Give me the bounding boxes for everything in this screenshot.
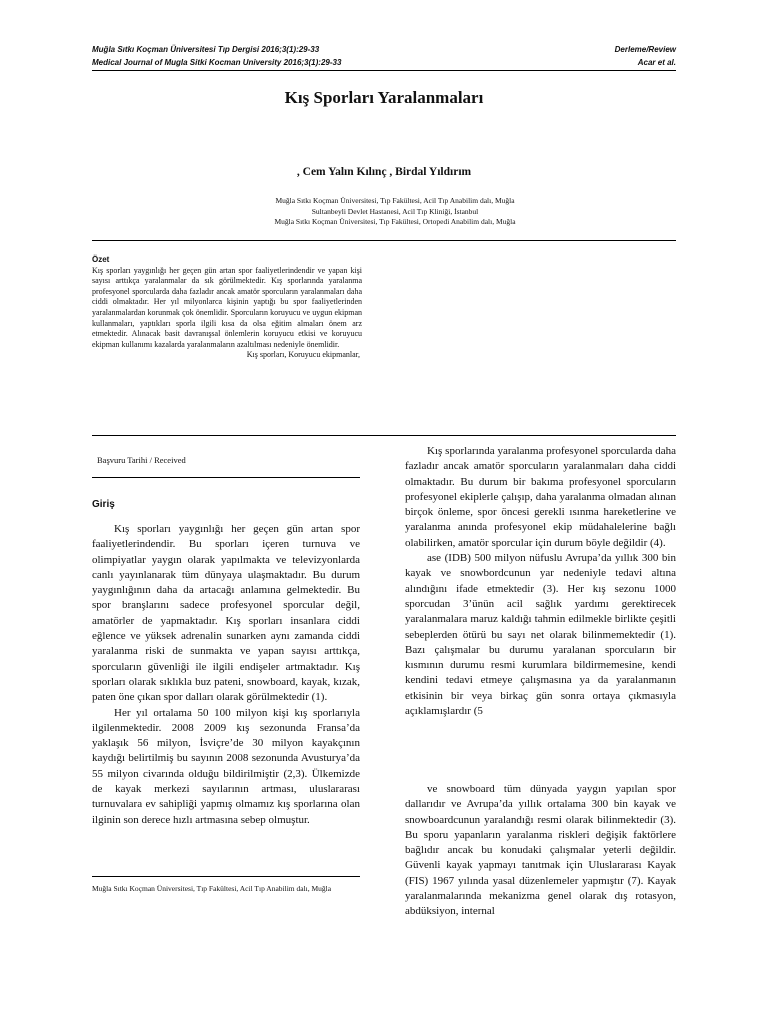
abstract-body: Kış sporları yaygınlığı her geçen gün artan spor faaliyetlerindendir ve yapan kişi sayısı arttıkça yaralanmalar da sık görülmektedir. Kış sporlarında yaralanma profesyonel sporcularda daha fazladır ancak amatör sporcuların yaralanmaları daha ciddi olmaktadır. Her yıl milyonlarca kişinin yaptığı bu spor faaliyetlerinden yaralanmalardan korunmak çok önemlidir. Sporcuların koruyucu ve uygun ekipman kullanmaları, yaptıkları sporla ilgili kısa da olsa eğitim almaları önem arz etmektedir. Alınacak basit davranışsal önlemlerin koruyucu etkisi ve koruyucu ekipman kullanımı kazalarda yaralanmaların azaltılması nedeniyle önemlidir. xyxy=(92,265,362,349)
affiliation-2: Sultanbeyli Devlet Hastanesi, Acil Tıp Kliniği, İstanbul xyxy=(311,206,479,216)
abstract-bottom-rule xyxy=(92,435,676,436)
journal-name-en: Medical Journal of Mugla Sitki Kocman University 2016;3(1):29-33 xyxy=(92,58,342,67)
journal-header-left xyxy=(92,43,341,69)
paragraph: Her yıl ortalama 50 100 milyon kişi kış sporlarıyla ilgilenmektedir. 2008 2009 kış sezonunda Fransa’da yaklaşık 56 milyon, İsviçre’de 30 milyon kayakçının kaydığı belirtilmiş bu sayının 2008 sezonunda Avusturya’da 55 milyon civarında olduğu bildirilmiştir (2,3). Ülkemizde de kayak merkezi sayılarının artması, uluslararası turnuvalara ev sahipliği yapmış olmamız kış sporlarına olan ilginin son derece hızlı artmasına sebep olmuştur. xyxy=(92,706,360,826)
footnote-rule xyxy=(92,876,360,877)
section-heading-giris: Giriş xyxy=(92,499,115,510)
paragraph: Kış sporları yaygınlığı her geçen gün artan spor faaliyetlerindendir. Bu sporları içeren turnuva ve olimpiyatlar yaygın olarak yapılmakta ve televizyonlarda canlı yayınlanarak tüm dünyaya ulaşmaktadır. Bu durum yaygınlığının daha da artacağı anlamına gelmektedir. Bu spor branşlarını sadece profesyonel sporcular değil, amatörler de yapmaktadır. Kış sporları insanlara ciddi eğlence ve yüksek adrenalin sunarken aynı zamanda ciddi yaralanma riski de sunmakta ve yapan sayısı arttıkça, sporcuların güvenliği ile ilgili endişeler artmaktadır. Kış sporları olarak sıklıkla buz pateni, snowboard, kayak, kızak, paten öne çıkan spor dalları olarak görülmektedir (1). xyxy=(92,523,360,704)
left-column xyxy=(92,522,360,828)
paragraph: ase (IDB) 500 milyon nüfuslu Avrupa’da yıllık 300 bin kayak ve snowbordcunun yar nedeniyle tedavi altına alındığını ifade etmektedir (3). Her kış sezonu 1000 sporcudan 3’ünün acil sağlık yardımı gerektirecek yaralanmalara maruz kaldığı tahmin edilmekle birlikte çeşitli sebeplerden ötürü bu sayı net olarak bilinmemektedir (1). Bazı çalışmalar bu durumu yaralanan sporcuların bir kısmının durumu resmi kurumlara bildirmemesine, kendi kendini tedavi etmeye çalışmasına ya da yaralanmanın etkisinin bir veya birkaç gün sonra ortaya çıkmasıyla açıklamışlardır (5 xyxy=(405,552,676,718)
paragraph: Kış sporlarında yaralanma profesyonel sporcularda daha fazladır ancak amatör sporcuların yaralanmaları daha ciddi olmaktadır. Bu durum bir bakıma profesyonel sporcuların profesyonel ekiplerle çalışıp, daha yaralanma olmadan alınan birçok önleme, spor öncesi gerekli ısınma hareketlerine ve yaralanma anında profesyonel ekip müdahalelerine bağlı olabilirken, amatör sporcular için durum böyle değildir (4). xyxy=(405,445,676,549)
journal-header-right xyxy=(615,43,676,69)
article-type: Derleme/Review xyxy=(614,45,676,54)
header-divider xyxy=(92,70,676,71)
affiliations xyxy=(230,196,560,228)
abstract-top-rule xyxy=(92,240,676,241)
abstract-keywords: Kış sporları, Koruyucu ekipmanlar, xyxy=(246,350,360,360)
abstract-heading: Özet xyxy=(92,255,110,264)
received-date: Başvuru Tarihi / Received xyxy=(97,455,186,465)
journal-name-tr: Muğla Sıtkı Koçman Üniversitesi Tıp Dergisi 2016;3(1):29-33 xyxy=(92,45,320,54)
author-list: , Cem Yalın Kılınç , Birdal Yıldırım xyxy=(296,166,472,178)
abstract-block xyxy=(92,255,362,361)
affiliation-1: Muğla Sıtkı Koçman Üniversitesi, Tıp Fakültesi, Acil Tıp Anabilim dalı, Muğla xyxy=(275,196,515,205)
affiliation-3: Muğla Sıtkı Koçman Üniversitesi, Tıp Fakültesi, Ortopedi Anabilim dalı, Muğla xyxy=(274,217,516,226)
article-title: Kış Sporları Yaralanmaları xyxy=(284,88,484,107)
right-column-top xyxy=(405,444,676,719)
footnote: Muğla Sıtkı Koçman Üniversitesi, Tıp Fakültesi, Acil Tıp Anabilim dalı, Muğla xyxy=(92,884,332,893)
received-rule xyxy=(92,477,360,478)
paragraph: ve snowboard tüm dünyada yaygın yapılan spor dallarıdır ve Avrupa’da yıllık ortalama 300 bin kayak ve snowboardcunun yaralandığı resmi olarak bilinmektedir (3). Bu sporu yapanların yaralanma riskleri değişik faktörlere bağlıdır ancak bu konudaki çalışmalar yeterli değildir. Güvenli kayak yapmayı tanıtmak için Uluslararası Kayak (FIS) 1967 yılında yasal düzenlemeler yapmıştır (7). Kayak yaralanmalarında mekanizma genel olarak dış rotasyon, abdüksiyon, internal xyxy=(405,783,676,918)
right-column-bottom xyxy=(405,782,676,920)
authors-short: Acar et al. xyxy=(637,58,676,67)
